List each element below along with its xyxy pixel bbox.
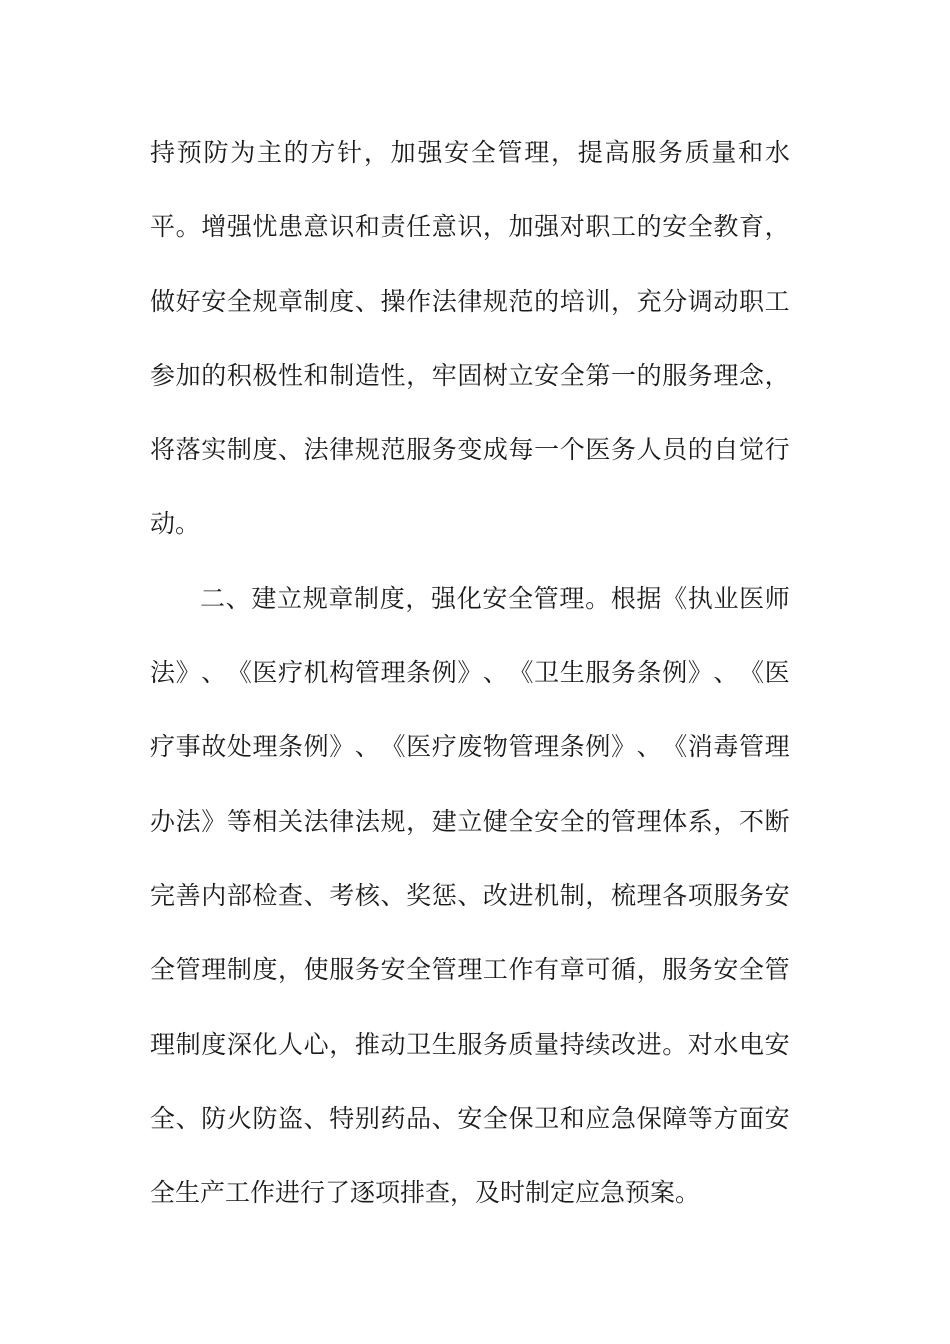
text-line: 法 》 、 《 医 疗 机 构 管 理 条 例 》 、 《 卫 生 服 务 条 例 》 、 《 医 bbox=[150, 658, 790, 688]
text-line: 全 管 理 制 度 ， 使 服 务 安 全 管 理 工 作 有 章 可 循 ， 服 务 安 全 管 bbox=[150, 955, 790, 985]
text-line: 全 、 防 火 防 盗 、 特 别 药 品 、 安 全 保 卫 和 应 急 保 障 等 方 面 安 bbox=[150, 1103, 790, 1133]
text-line: 参 加 的 积 极 性 和 制 造 性 ， 牢 固 树 立 安 全 第 一 的 服 务 理 念 ， bbox=[150, 360, 790, 390]
text-line: 平 。 增 强 忧 患 意 识 和 责 任 意 识 ， 加 强 对 职 工 的 安 全 教 育 ， bbox=[150, 212, 790, 242]
text-line: 理 制 度 深 化 人 心 ， 推 动 卫 生 服 务 质 量 持 续 改 进 。 对 水 电 安 bbox=[150, 1029, 790, 1059]
text-line: 持 预 防 为 主 的 方 针 ， 加 强 安 全 管 理 ， 提 高 服 务 质 量 和 水 bbox=[150, 138, 790, 167]
paragraph-heading-line: 二 、 建 立 规 章 制 度 ， 强 化 安 全 管 理 。 根 据 《 执 业 医 师 bbox=[200, 583, 790, 613]
text-line: 动。 bbox=[150, 509, 201, 539]
text-line: 疗 事 故 处 理 条 例 》 、 《 医 疗 废 物 管 理 条 例 》 、 《 消 毒 管 理 bbox=[150, 732, 790, 762]
text-line: 办 法 》 等 相 关 法 律 法 规 ， 建 立 健 全 安 全 的 管 理 体 系 ， 不 断 bbox=[150, 806, 790, 836]
text-line: 将 落 实 制 度 、 法 律 规 范 服 务 变 成 每 一 个 医 务 人 员 的 自 觉 行 bbox=[150, 435, 790, 465]
document-body bbox=[150, 125, 790, 1239]
text-line: 完 善 内 部 检 查 、 考 核 、 奖 惩 、 改 进 机 制 ， 梳 理 各 项 服 务 安 bbox=[150, 880, 790, 910]
text-line: 全生产工作进行了逐项排查，及时制定应急预案。 bbox=[150, 1178, 701, 1208]
text-line: 做 好 安 全 规 章 制 度 、 操 作 法 律 规 范 的 培 训 ， 充 分 调 动 职 工 bbox=[150, 286, 790, 316]
